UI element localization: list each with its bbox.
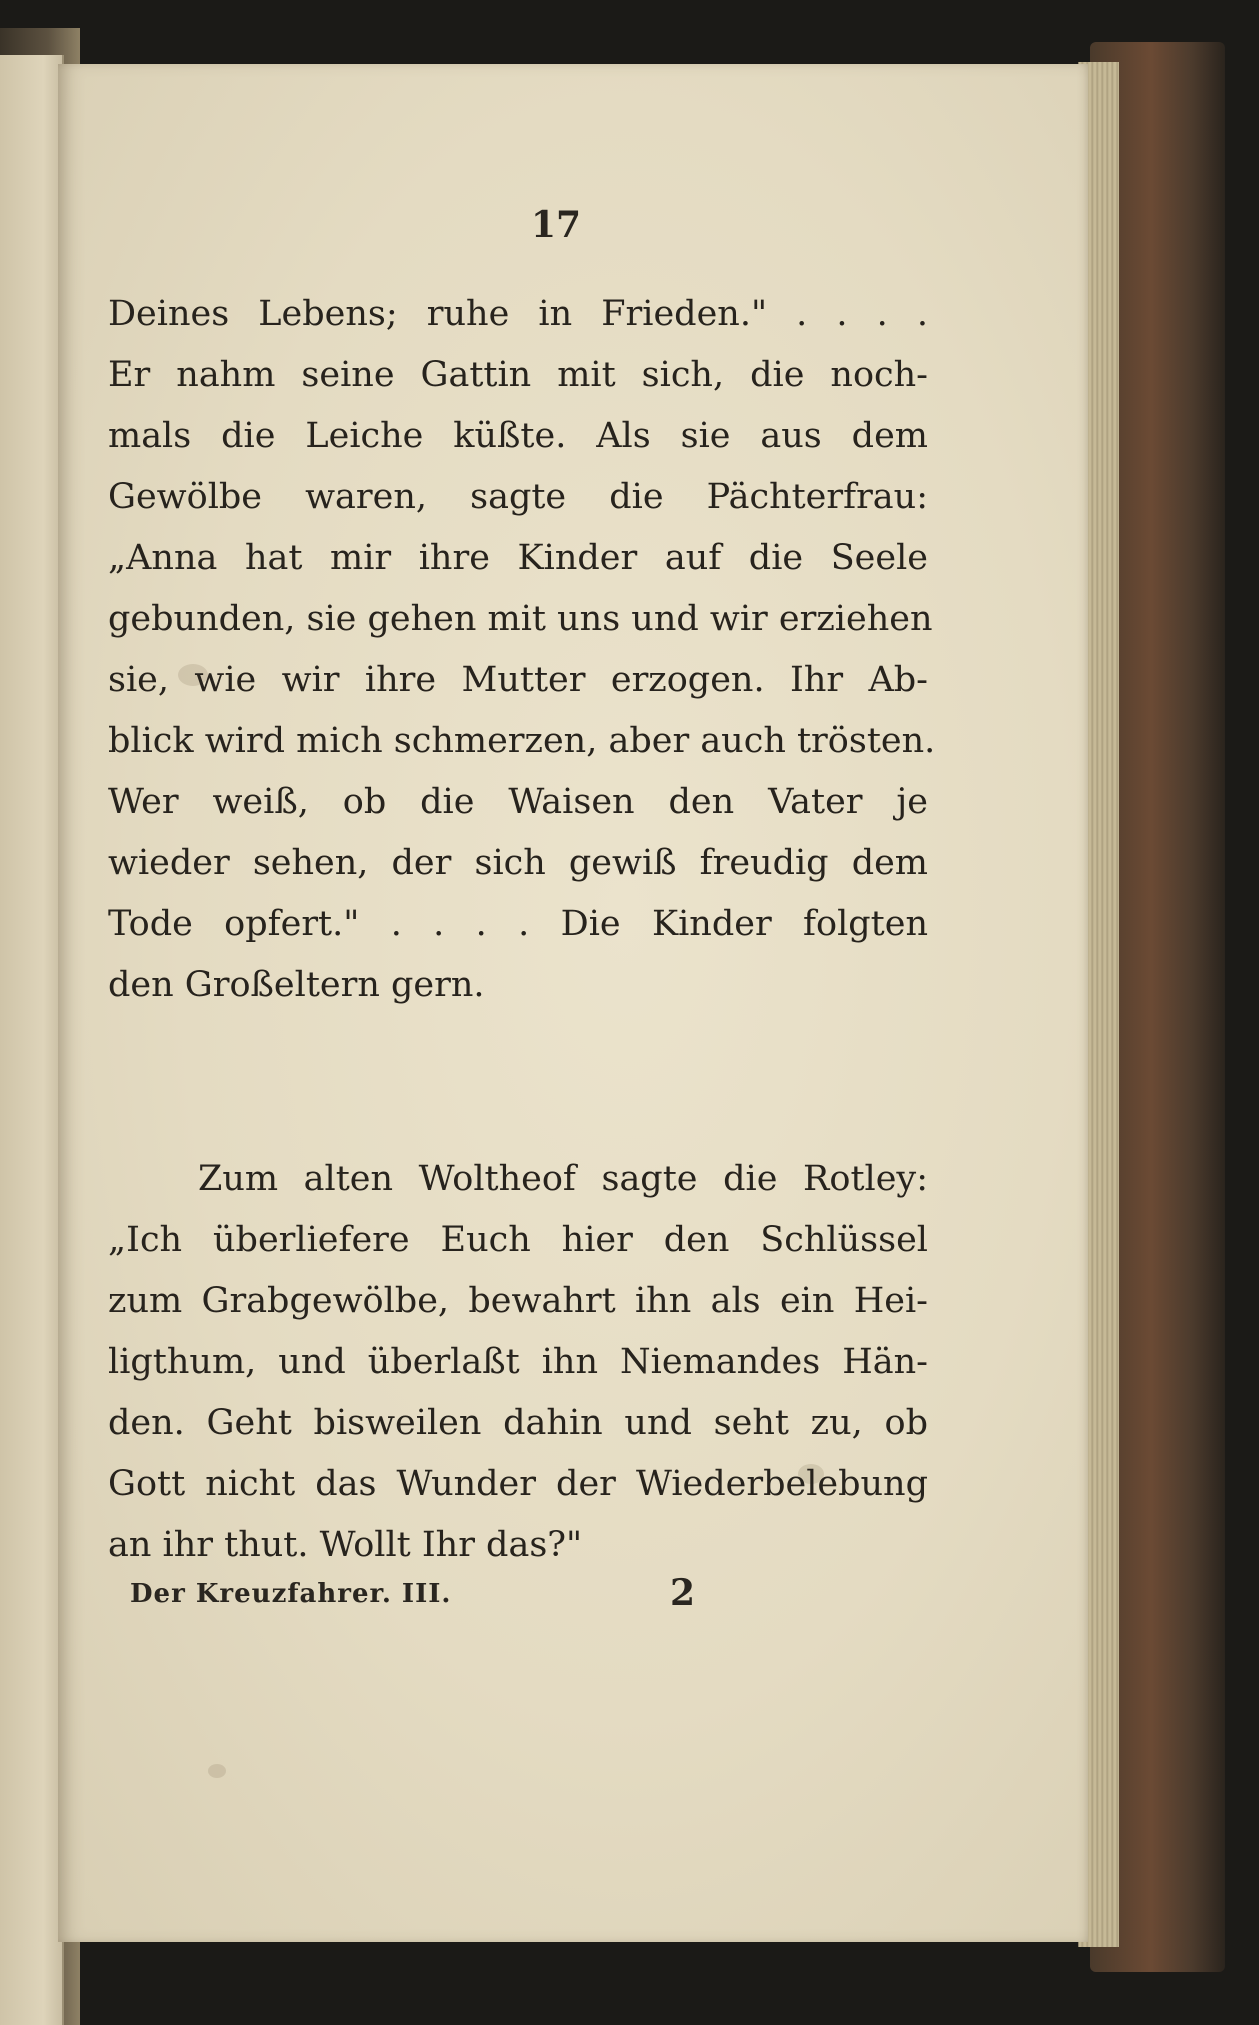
paper-stain: [208, 1764, 226, 1778]
text-line: Wer weiß, ob die Waisen den Vater je: [108, 782, 928, 822]
text-line: blick wird mich schmerzen, aber auch trösten.: [108, 721, 936, 761]
footer-signature: Der Kreuzfahrer. III.: [130, 1579, 452, 1609]
facing-page-edge: [0, 55, 64, 2025]
text-line: Deines Lebens; ruhe in Frieden." . . . .: [108, 294, 928, 334]
text-line: ligthum, und überlaßt ihn Niemandes Hän-: [108, 1342, 928, 1382]
paragraph-2: [108, 1149, 928, 1576]
text-line: zum Grabgewölbe, bewahrt ihn als ein Hei-: [108, 1281, 928, 1321]
text-line: wieder sehen, der sich gewiß freudig dem: [108, 843, 928, 883]
text-line: Gott nicht das Wunder der Wiederbelebung: [108, 1464, 928, 1504]
text-line: „Ich überliefere Euch hier den Schlüssel: [108, 1220, 928, 1260]
book-page: [58, 64, 1088, 1942]
sheet-mark: 2: [670, 1572, 696, 1614]
text-line: Zum alten Woltheof sagte die Rotley:: [198, 1159, 928, 1199]
text-line: an ihr thut. Wollt Ihr das?": [108, 1525, 583, 1565]
text-line: Gewölbe waren, sagte die Pächterfrau:: [108, 477, 928, 517]
text-line: „Anna hat mir ihre Kinder auf die Seele: [108, 538, 928, 578]
text-line: Tode opfert." . . . . Die Kinder folgten: [108, 904, 928, 944]
text-line: sie, wie wir ihre Mutter erzogen. Ihr Ab-: [108, 660, 928, 700]
page-number: 17: [530, 204, 582, 246]
text-line: den. Geht bisweilen dahin und seht zu, ob: [108, 1403, 928, 1443]
text-line: gebunden, sie gehen mit uns und wir erziehen: [108, 599, 933, 639]
paragraph-1: [108, 284, 936, 1016]
text-line: Er nahm seine Gattin mit sich, die noch-: [108, 355, 928, 395]
text-line: mals die Leiche küßte. Als sie aus dem: [108, 416, 928, 456]
text-line: den Großeltern gern.: [108, 965, 485, 1005]
